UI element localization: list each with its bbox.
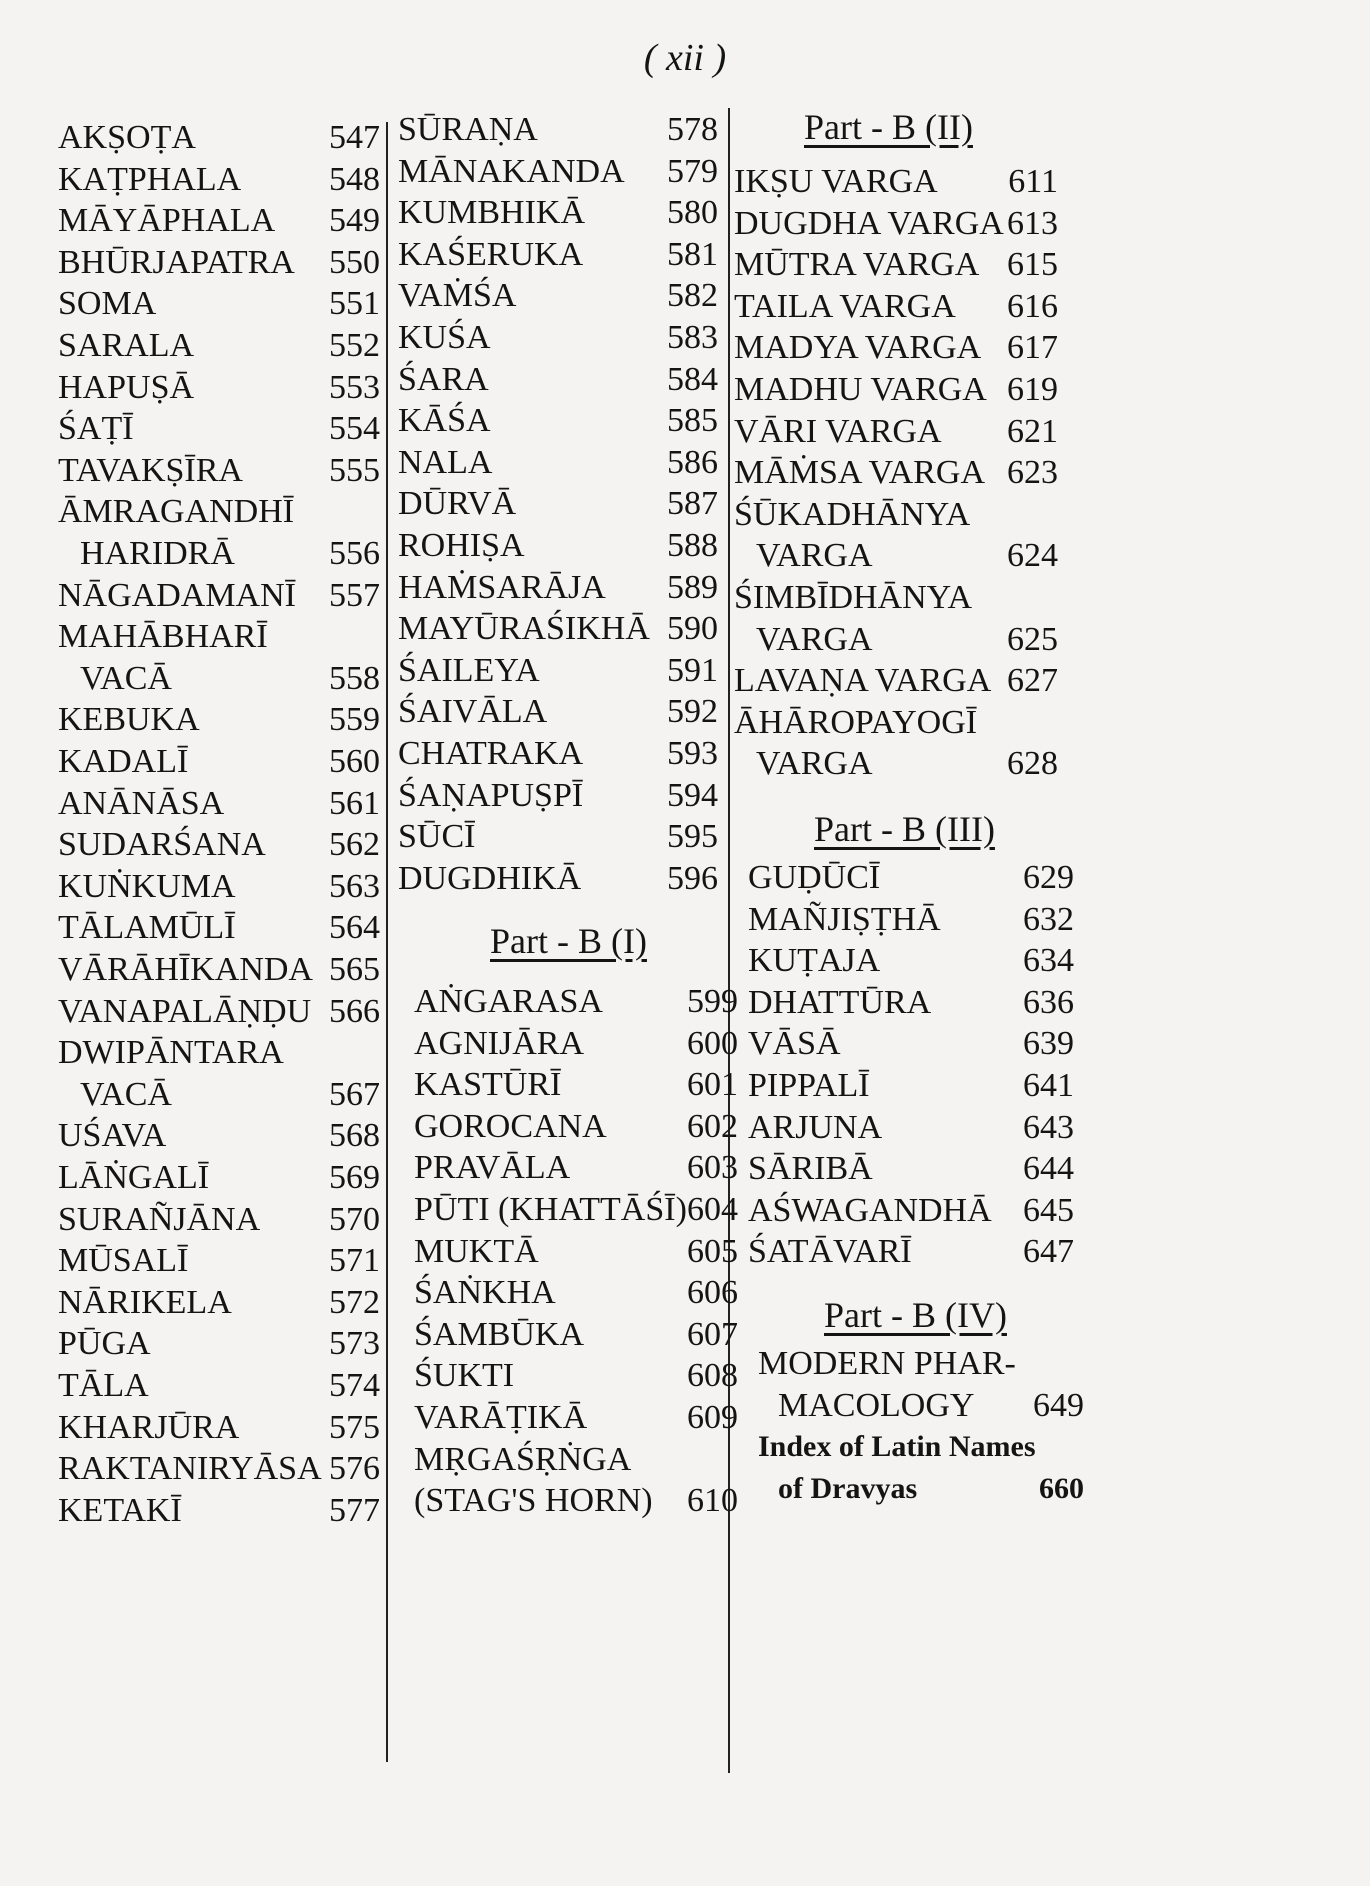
entry-name: KAṬPHALA bbox=[58, 160, 242, 198]
entry-name: VĀSĀ bbox=[748, 1025, 841, 1063]
entry-name: LAVAṆA VARGA bbox=[734, 662, 992, 700]
entry-name: DWIPĀNTARA bbox=[58, 1034, 284, 1072]
entry-page: 625 bbox=[1007, 620, 1058, 658]
entry-name: MAYŪRAŚIKHĀ bbox=[398, 610, 650, 648]
entry-name: KĀŚA bbox=[398, 402, 491, 440]
entry-name: (STAG'S HORN) bbox=[414, 1482, 653, 1520]
entry-page: 604 bbox=[687, 1191, 738, 1228]
entry-name: AṄGARASA bbox=[414, 983, 603, 1020]
entry-page: 603 bbox=[687, 1149, 738, 1187]
entry-page: 579 bbox=[667, 152, 718, 190]
entry-page: 549 bbox=[329, 202, 380, 240]
entry-page: 547 bbox=[329, 119, 380, 156]
entry-name: ŚAṄKHA bbox=[414, 1274, 556, 1312]
entry-page: 563 bbox=[329, 867, 380, 905]
entry-name: ŚAILEYA bbox=[398, 651, 540, 689]
entry-name: AŚWAGANDHĀ bbox=[748, 1191, 992, 1229]
entry-name: VĀRĀHĪKANDA bbox=[58, 951, 313, 988]
entry-page: 627 bbox=[1007, 662, 1058, 700]
entry-name: DŪRVĀ bbox=[398, 485, 517, 523]
entry-page: 552 bbox=[329, 327, 380, 364]
entry-page: 609 bbox=[687, 1399, 738, 1436]
entry-page: 599 bbox=[687, 983, 738, 1020]
entry-name: ŚŪKADHĀNYA bbox=[734, 495, 971, 533]
entry-page: 643 bbox=[1023, 1108, 1074, 1146]
entry-name: PIPPALĪ bbox=[748, 1067, 870, 1104]
column-divider-left bbox=[386, 122, 388, 1762]
entry-name: ŚUKTI bbox=[414, 1357, 515, 1395]
entry-page: 617 bbox=[1007, 329, 1058, 367]
entry-page: 616 bbox=[1007, 287, 1058, 325]
entry-page: 569 bbox=[329, 1159, 380, 1196]
entry-name: KUṬAJA bbox=[748, 942, 881, 980]
entry-name: of Dravyas bbox=[778, 1471, 918, 1505]
entry-page: 556 bbox=[329, 535, 380, 572]
entry-page: 660 bbox=[1039, 1471, 1084, 1505]
entry-page: 581 bbox=[667, 235, 718, 273]
entry-page: 605 bbox=[687, 1232, 738, 1270]
section-heading: Part - B (I) bbox=[490, 921, 647, 961]
entry-name: LĀṄGALĪ bbox=[58, 1159, 210, 1196]
entry-page: 601 bbox=[687, 1066, 738, 1104]
entry-name: MŪTRA VARGA bbox=[734, 246, 980, 284]
entry-page: 629 bbox=[1023, 859, 1074, 896]
entry-page: 610 bbox=[687, 1482, 738, 1520]
entry-name: MODERN PHAR- bbox=[758, 1345, 1016, 1382]
entry-name: NĀGADAMANĪ bbox=[58, 576, 296, 614]
entry-name: BHŪRJAPATRA bbox=[58, 243, 295, 281]
entry-name: PRAVĀLA bbox=[414, 1149, 571, 1187]
entry-page: 570 bbox=[329, 1200, 380, 1238]
entry-page: 649 bbox=[1033, 1386, 1084, 1424]
entry-page: 596 bbox=[667, 859, 718, 897]
entry-page: 574 bbox=[329, 1367, 380, 1404]
entry-name: VARGA bbox=[756, 620, 873, 658]
entry-page: 641 bbox=[1023, 1067, 1074, 1104]
entry-name: ROHIṢA bbox=[398, 527, 525, 564]
entry-page: 573 bbox=[329, 1325, 380, 1363]
entry-name: VARGA bbox=[756, 537, 873, 575]
entry-page: 566 bbox=[329, 992, 380, 1030]
entry-name: KUŚA bbox=[398, 319, 491, 356]
entry-name: DHATTŪRA bbox=[748, 983, 932, 1021]
entry-page: 553 bbox=[329, 368, 380, 406]
entry-name: TAVAKṢĪRA bbox=[58, 451, 243, 489]
entry-page: 550 bbox=[329, 243, 380, 281]
entry-name: MADYA VARGA bbox=[734, 329, 982, 367]
entry-name: MŪSALĪ bbox=[58, 1242, 189, 1280]
entry-name: MĀNAKANDA bbox=[398, 152, 625, 190]
entry-page: 636 bbox=[1023, 983, 1074, 1021]
entry-name: KASTŪRĪ bbox=[414, 1066, 562, 1104]
entry-name: AGNIJĀRA bbox=[414, 1024, 584, 1062]
section-heading: Part - B (III) bbox=[814, 809, 995, 849]
entry-name: GOROCANA bbox=[414, 1107, 607, 1145]
entry-page: 583 bbox=[667, 319, 718, 356]
entry-name: ANĀNĀSA bbox=[58, 784, 225, 822]
entry-page: 611 bbox=[1008, 163, 1058, 200]
entry-name: ŚAṬĪ bbox=[58, 410, 134, 448]
entry-page: 578 bbox=[667, 111, 718, 148]
entry-name: ŚARA bbox=[398, 360, 489, 398]
entry-page: 557 bbox=[329, 576, 380, 614]
entry-name: IKṢU VARGA bbox=[734, 163, 938, 200]
entry-name: VACĀ bbox=[80, 659, 172, 697]
entry-page: 619 bbox=[1007, 371, 1058, 408]
entry-page: 594 bbox=[667, 776, 718, 814]
entry-name: GUḌŪCĪ bbox=[748, 859, 881, 896]
entry-page: 554 bbox=[329, 410, 380, 448]
entry-name: ARJUNA bbox=[748, 1108, 883, 1146]
entry-name: MADHU VARGA bbox=[734, 371, 987, 408]
entry-page: 602 bbox=[687, 1107, 738, 1145]
entry-name: SĀRIBĀ bbox=[748, 1150, 873, 1188]
entry-page: 558 bbox=[329, 659, 380, 697]
entry-page: 591 bbox=[667, 651, 718, 689]
entry-name: KUṄKUMA bbox=[58, 867, 236, 905]
entry-name: SUDARŚANA bbox=[58, 826, 266, 864]
entry-name: VĀRI VARGA bbox=[734, 412, 942, 450]
entry-name: KEBUKA bbox=[58, 701, 200, 739]
entry-name: KAŚERUKA bbox=[398, 235, 584, 273]
entry-name: SŪRAṆA bbox=[398, 111, 538, 148]
entry-page: 647 bbox=[1023, 1233, 1074, 1271]
entry-page: 576 bbox=[329, 1450, 380, 1488]
entry-name: TAILA VARGA bbox=[734, 287, 956, 325]
entry-name: VARĀṬIKĀ bbox=[414, 1399, 588, 1436]
entry-page: 564 bbox=[329, 909, 380, 947]
entry-name: UŚAVA bbox=[58, 1117, 167, 1155]
entry-name: VANAPALĀṆḌU bbox=[58, 992, 312, 1030]
entry-name: MAÑJIṢṬHĀ bbox=[748, 900, 941, 938]
entry-page: 593 bbox=[667, 735, 718, 772]
entry-name: MĀYĀPHALA bbox=[58, 202, 276, 240]
entry-page: 628 bbox=[1007, 745, 1058, 783]
entry-page: 592 bbox=[667, 693, 718, 731]
entry-name: MAHĀBHARĪ bbox=[58, 618, 268, 656]
entry-name: DUGDHA VARGA bbox=[734, 204, 1004, 242]
entry-name: PŪGA bbox=[58, 1325, 151, 1363]
entry-name: SŪCĪ bbox=[398, 818, 476, 856]
entry-name: MṚGAŚṚṄGA bbox=[414, 1440, 632, 1478]
entry-page: 580 bbox=[667, 194, 718, 232]
entry-page: 585 bbox=[667, 402, 718, 440]
entry-name: ĀHĀROPAYOGĪ bbox=[734, 703, 978, 741]
entry-name: MUKTĀ bbox=[414, 1232, 539, 1270]
entry-page: 572 bbox=[329, 1283, 380, 1321]
entry-name: SURAÑJĀNA bbox=[58, 1200, 261, 1238]
entry-name: PŪTI (KHATTĀŚĪ) bbox=[414, 1191, 687, 1228]
entry-page: 575 bbox=[329, 1408, 380, 1446]
entry-page: 584 bbox=[667, 360, 718, 398]
entry-name: KHARJŪRA bbox=[58, 1408, 240, 1446]
entry-name: VACĀ bbox=[80, 1075, 172, 1113]
entry-page: 589 bbox=[667, 568, 718, 606]
entry-page: 624 bbox=[1007, 537, 1058, 575]
entry-page: 639 bbox=[1023, 1025, 1074, 1063]
section-heading: Part - B (II) bbox=[804, 107, 973, 147]
entry-page: 571 bbox=[329, 1242, 380, 1280]
entry-name: ĀMRAGANDHĪ bbox=[58, 493, 295, 531]
entry-name: RAKTANIRYĀSA bbox=[58, 1450, 322, 1488]
entry-name: DUGDHIKĀ bbox=[398, 859, 582, 897]
entry-name: KUMBHIKĀ bbox=[398, 194, 585, 232]
entry-page: 644 bbox=[1023, 1150, 1074, 1188]
entry-page: 562 bbox=[329, 826, 380, 864]
entry-page: 561 bbox=[329, 784, 380, 822]
entry-name: ŚAṆAPUṢPĪ bbox=[398, 776, 584, 814]
entry-page: 551 bbox=[329, 285, 380, 323]
entry-name: TĀLA bbox=[58, 1367, 149, 1404]
entry-page: 645 bbox=[1023, 1191, 1074, 1229]
entry-page: 588 bbox=[667, 527, 718, 564]
entry-page: 587 bbox=[667, 485, 718, 523]
entry-name: HARIDRĀ bbox=[80, 535, 235, 572]
entry-page: 582 bbox=[667, 277, 718, 315]
entry-name: NĀRIKELA bbox=[58, 1283, 232, 1321]
entry-name: MACOLOGY bbox=[778, 1386, 975, 1424]
entry-page: 586 bbox=[667, 443, 718, 481]
entry-page: 606 bbox=[687, 1274, 738, 1312]
column-divider-right bbox=[728, 108, 730, 1773]
entry-page: 559 bbox=[329, 701, 380, 739]
entry-name: KADALĪ bbox=[58, 743, 189, 780]
entry-page: 595 bbox=[667, 818, 718, 856]
entry-name: MĀṀSA VARGA bbox=[734, 454, 985, 492]
entry-page: 577 bbox=[329, 1491, 380, 1529]
entry-page: 565 bbox=[329, 951, 380, 988]
entry-name: Index of Latin Names bbox=[758, 1430, 1036, 1464]
entry-name: AKṢOṬA bbox=[58, 119, 196, 156]
entry-page: 607 bbox=[687, 1315, 738, 1353]
entry-name: ŚATĀVARĪ bbox=[748, 1233, 912, 1271]
entry-name: ŚAMBŪKA bbox=[414, 1315, 585, 1353]
entry-page: 548 bbox=[329, 160, 380, 198]
entry-page: 567 bbox=[329, 1075, 380, 1113]
entry-name: HAṀSARĀJA bbox=[398, 568, 606, 606]
page-number: ( xii ) bbox=[643, 37, 727, 79]
entry-page: 623 bbox=[1007, 454, 1058, 492]
entry-page: 555 bbox=[329, 451, 380, 489]
entry-page: 568 bbox=[329, 1117, 380, 1155]
entry-name: HAPUṢĀ bbox=[58, 368, 195, 406]
entry-name: KETAKĪ bbox=[58, 1491, 182, 1529]
entry-page: 613 bbox=[1007, 204, 1058, 242]
entry-page: 560 bbox=[329, 743, 380, 780]
entry-page: 608 bbox=[687, 1357, 738, 1395]
entry-page: 634 bbox=[1023, 942, 1074, 980]
entry-name: VARGA bbox=[756, 745, 873, 783]
entry-page: 615 bbox=[1007, 246, 1058, 284]
entry-name: ŚIMBĪDHĀNYA bbox=[734, 579, 973, 616]
entry-name: SARALA bbox=[58, 327, 195, 364]
entry-name: SOMA bbox=[58, 285, 157, 323]
entry-name: CHATRAKA bbox=[398, 735, 584, 772]
section-heading: Part - B (IV) bbox=[824, 1295, 1007, 1335]
entry-page: 621 bbox=[1007, 412, 1058, 450]
entry-name: ŚAIVĀLA bbox=[398, 693, 548, 731]
entry-page: 632 bbox=[1023, 900, 1074, 938]
entry-name: TĀLAMŪLĪ bbox=[58, 909, 236, 947]
entry-page: 600 bbox=[687, 1024, 738, 1062]
entry-name: NALA bbox=[398, 443, 493, 481]
entry-name: VAṀŚA bbox=[398, 277, 517, 315]
entry-page: 590 bbox=[667, 610, 718, 648]
